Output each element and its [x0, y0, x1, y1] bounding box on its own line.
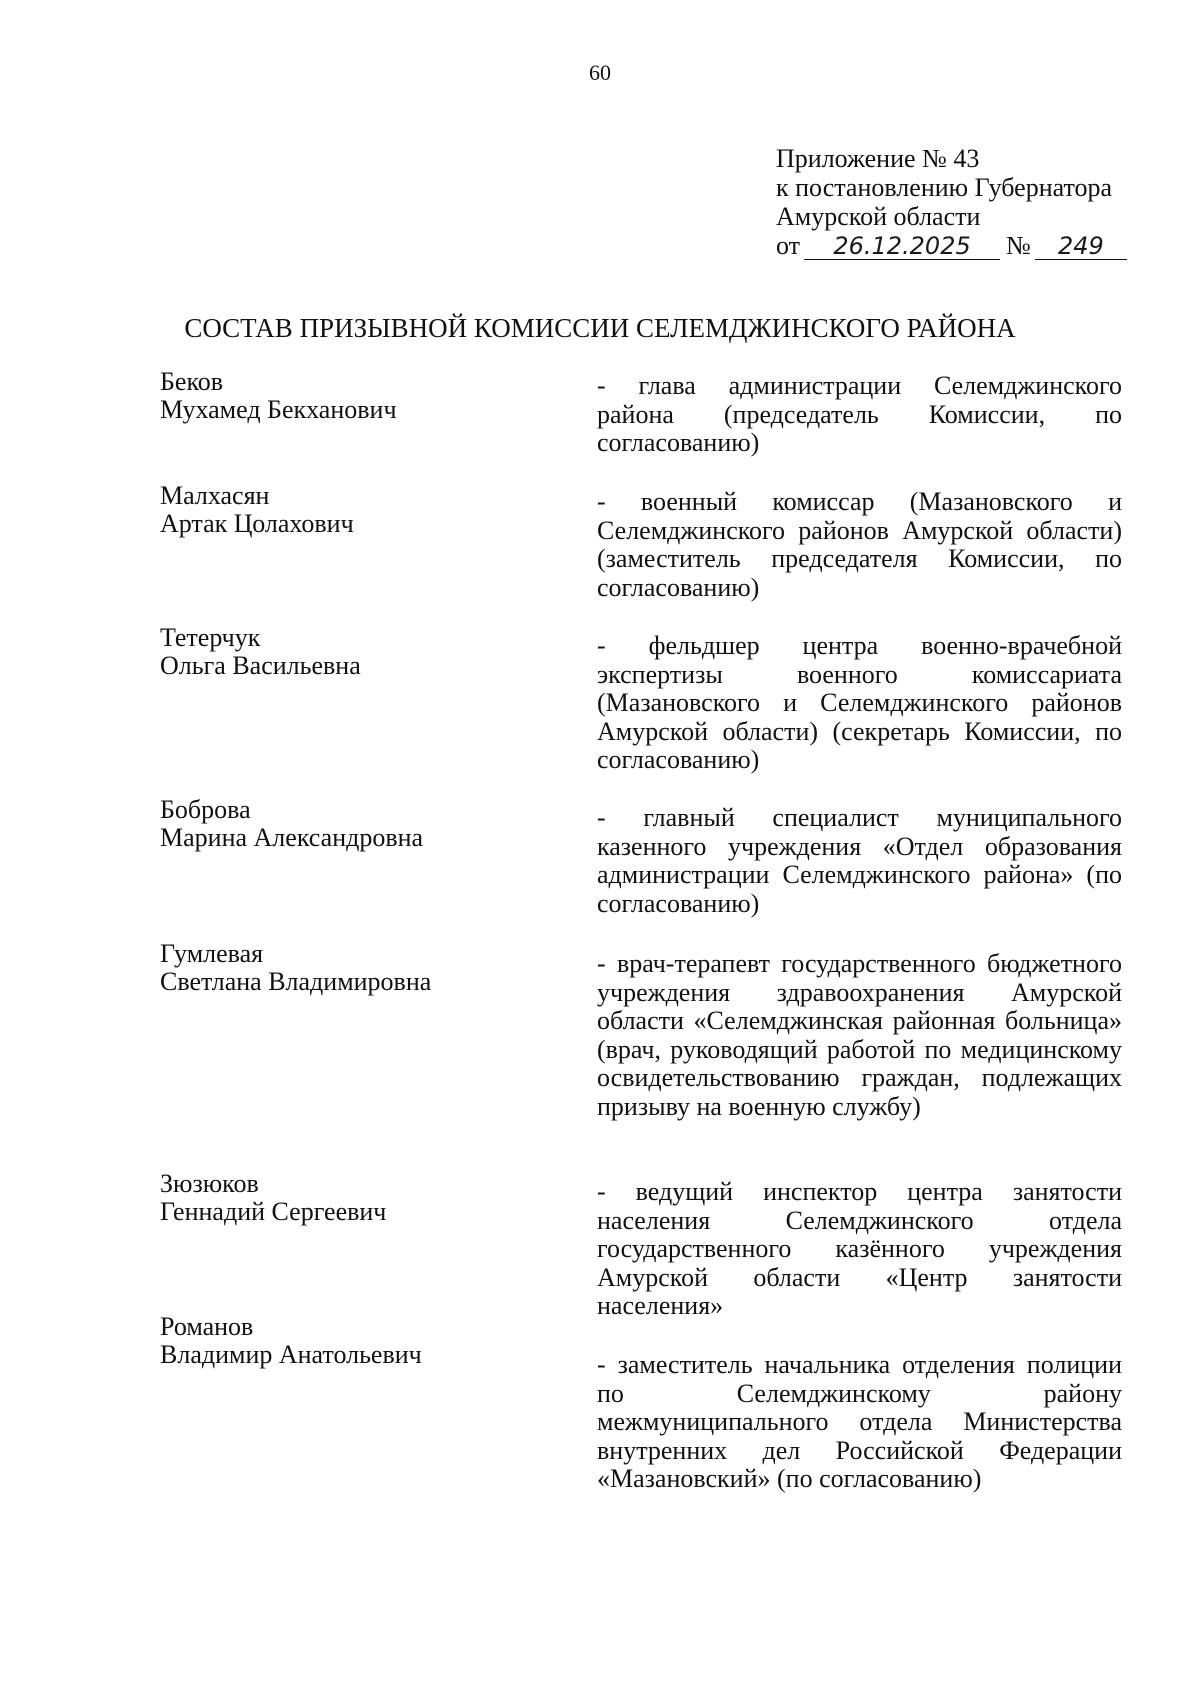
number-label: № — [1006, 231, 1031, 260]
appendix-region: Амурской области — [776, 202, 981, 231]
member-name — [160, 368, 397, 424]
member-name — [160, 940, 431, 996]
member-role: - фельдшер центра военно-врачебной экспертизы военного комиссариата (Мазановского и Селемджинского районов Амурской области) (секретарь Комиссии, по согласованию) — [597, 631, 1122, 774]
member-role: - глава администрации Селемджинского района (председатель Комиссии, по согласованию) — [597, 371, 1122, 457]
member-given-name: Геннадий Сергеевич — [160, 1197, 387, 1226]
member-surname: Гумлевая — [160, 939, 264, 968]
handwritten-date: 26.12.2025 — [804, 233, 1000, 260]
member-name — [160, 1313, 422, 1369]
member-given-name: Марина Александровна — [160, 823, 424, 852]
member-name — [160, 482, 354, 538]
member-role: - заместитель начальника отделения полиции по Селемджинскому району межмуниципального отдела Министерства внутренних дел Российской Федерации «Мазановский» (по согласованию) — [597, 1350, 1122, 1493]
handwritten-number: 249 — [1035, 233, 1127, 260]
member-role: - врач-терапевт государственного бюджетного учреждения здравоохранения Амурской области «Селемджинская районная больница» (врач, руководящий работой по медицинскому освидетельствованию граждан, подлежащих призыву на военную службу) — [597, 949, 1122, 1121]
member-given-name: Владимир Анатольевич — [160, 1340, 422, 1369]
member-role: - главный специалист муниципального казенного учреждения «Отдел образования администрации Селемджинского района» (по согласованию) — [597, 803, 1122, 918]
member-name — [160, 796, 423, 852]
appendix-date-line — [776, 231, 1127, 260]
date-prefix: от — [776, 231, 801, 260]
appendix-title: Приложение № 43 — [776, 144, 980, 173]
member-surname: Малхасян — [160, 481, 270, 510]
member-surname: Тетерчук — [160, 623, 261, 652]
member-role: - военный комиссар (Мазановского и Селемджинского районов Амурской области) (заместитель председателя Комиссии, по согласованию) — [597, 487, 1122, 602]
member-role: - ведущий инспектор центра занятости населения Селемджинского отдела государственного казённого учреждения Амурской области «Центр занятости населения» — [597, 1177, 1122, 1320]
appendix-block — [776, 144, 1127, 260]
page-number: 60 — [589, 60, 611, 85]
member-surname: Боброва — [160, 795, 251, 824]
member-name — [160, 624, 361, 680]
member-given-name: Светлана Владимировна — [160, 967, 432, 996]
member-given-name: Ольга Васильевна — [160, 651, 361, 680]
member-given-name: Артак Цолахович — [160, 509, 354, 538]
member-surname: Беков — [160, 367, 224, 396]
appendix-reference: к постановлению Губернатора — [776, 173, 1113, 202]
document-title: СОСТАВ ПРИЗЫВНОЙ КОМИССИИ СЕЛЕМДЖИНСКОГО РАЙОНА — [184, 313, 1016, 343]
member-surname: Романов — [160, 1312, 254, 1341]
member-surname: Зюзюков — [160, 1169, 259, 1198]
member-name — [160, 1170, 386, 1226]
member-given-name: Мухамед Бекханович — [160, 395, 397, 424]
